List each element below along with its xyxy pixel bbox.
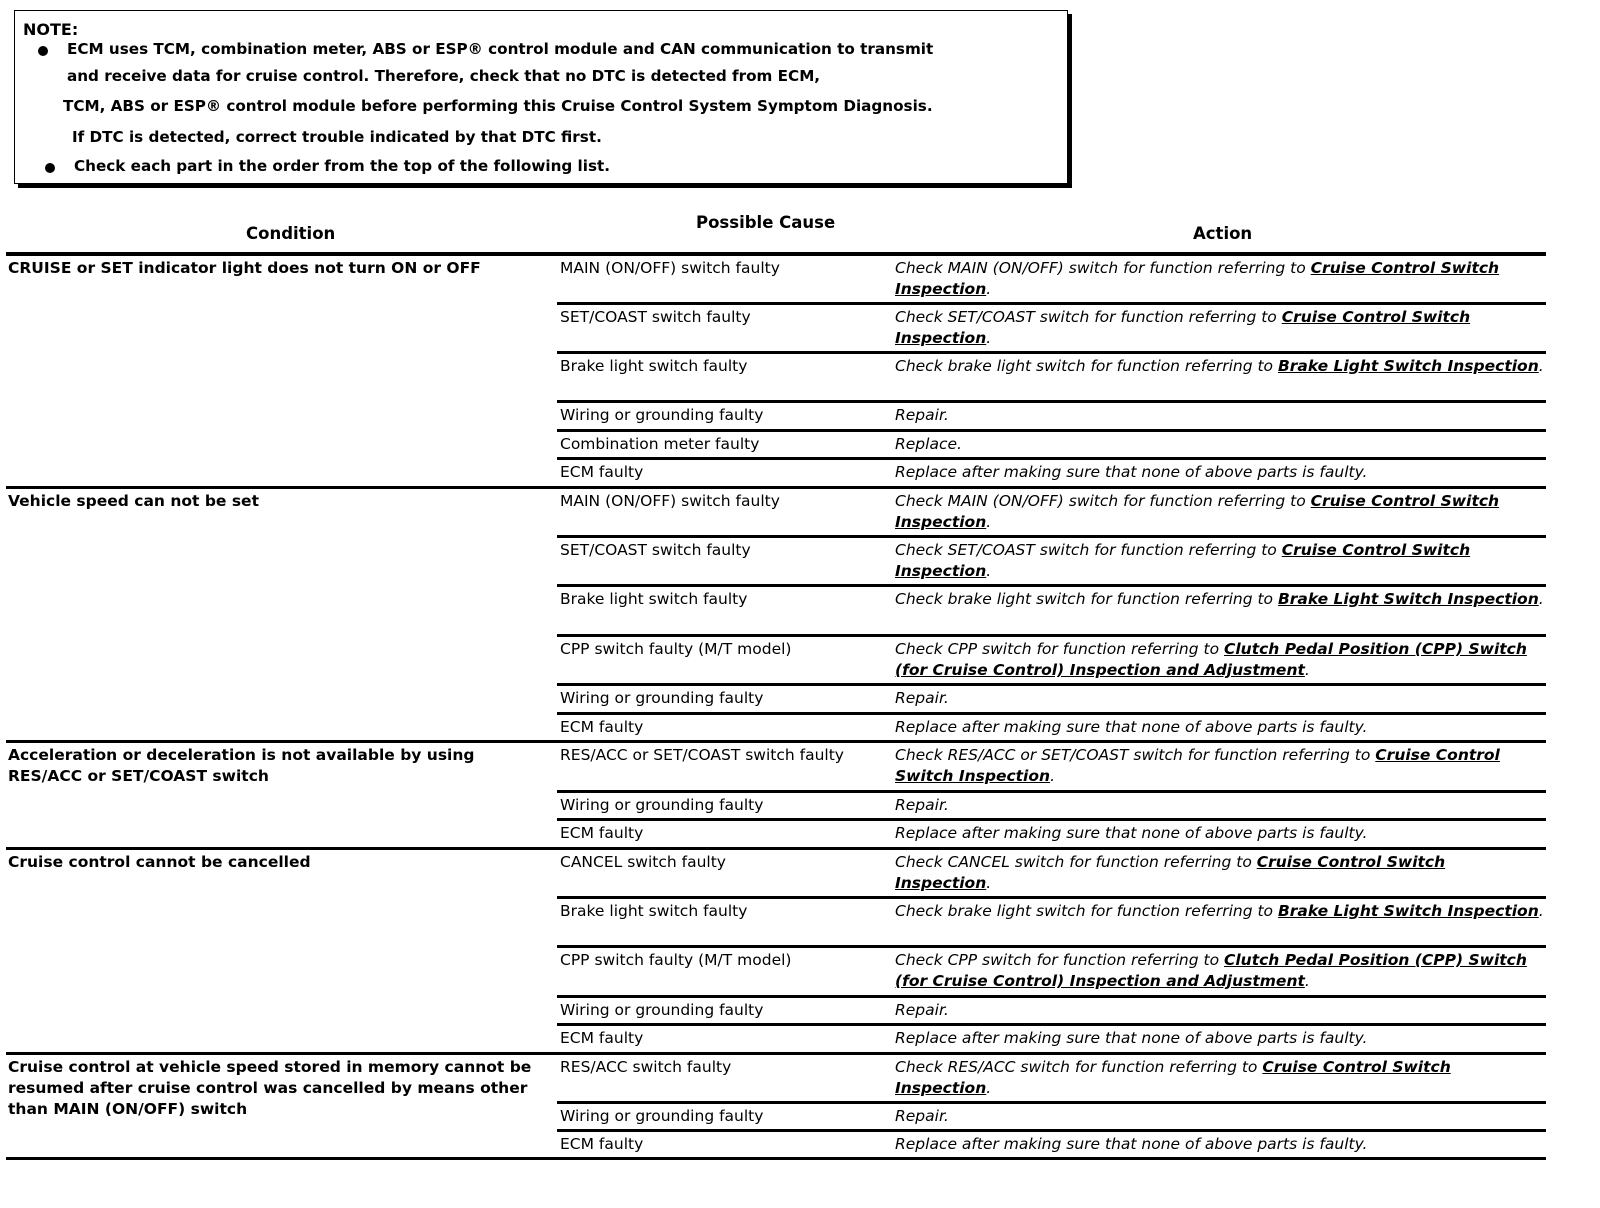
condition-cell: Cruise control cannot be cancelled: [8, 853, 311, 871]
note-box: [14, 10, 1068, 184]
table-row: [0, 432, 1600, 460]
table-row: [0, 686, 1600, 715]
table-row: [0, 587, 1600, 637]
cause-cell: Brake light switch faulty: [560, 590, 748, 608]
cause-cell: CPP switch faulty (M/T model): [560, 951, 792, 969]
table-row: [0, 354, 1600, 403]
action-cell: Replace after making sure that none of above parts is faulty.: [895, 718, 1368, 736]
note-line-4: If DTC is detected, correct trouble indicated by that DTC first.: [72, 128, 602, 146]
cause-cell: ECM faulty: [560, 1029, 644, 1047]
table-row: [0, 821, 1600, 850]
note-line-3: TCM, ABS or ESP® control module before performing this Cruise Control System Symptom Diagnosis.: [63, 97, 933, 115]
condition-cell: Vehicle speed can not be set: [8, 492, 259, 510]
table-row: [0, 850, 1600, 899]
note-line-1: ECM uses TCM, combination meter, ABS or ESP® control module and CAN communication to transmit: [67, 40, 934, 58]
action-text: .: [986, 1079, 992, 1097]
cause-cell: Combination meter faulty: [560, 435, 760, 453]
action-cell: Repair.: [895, 406, 949, 424]
table-row: [0, 538, 1600, 587]
cause-cell: Wiring or grounding faulty: [560, 796, 764, 814]
reference-link[interactable]: Cruise Control Switch Inspection: [895, 541, 1471, 580]
action-text: Check brake light switch for function referring to: [895, 590, 1278, 608]
action-cell: Replace after making sure that none of above parts is faulty.: [895, 463, 1368, 481]
table-row: [0, 305, 1600, 354]
action-text: .: [986, 562, 992, 580]
reference-link[interactable]: Cruise Control Switch Inspection: [895, 1058, 1451, 1097]
action-cell: Repair.: [895, 796, 949, 814]
cause-cell: ECM faulty: [560, 463, 644, 481]
reference-link[interactable]: Brake Light Switch Inspection: [1277, 357, 1539, 375]
cause-cell: ECM faulty: [560, 1135, 644, 1153]
bullet-icon: [38, 46, 48, 56]
action-cell: [895, 901, 1545, 946]
action-text: .: [1538, 590, 1544, 608]
cause-cell: SET/COAST switch faulty: [560, 541, 751, 559]
reference-link[interactable]: Brake Light Switch Inspection: [1277, 590, 1539, 608]
table-row: [0, 793, 1600, 821]
table-row: [0, 948, 1600, 998]
action-cell: [895, 491, 1545, 536]
action-text: .: [986, 329, 992, 347]
row-divider: [6, 1157, 1546, 1160]
action-text: .: [986, 874, 992, 892]
table-row: [0, 460, 1600, 489]
cause-cell: Wiring or grounding faulty: [560, 1001, 764, 1019]
cause-cell: Wiring or grounding faulty: [560, 689, 764, 707]
action-text: .: [1304, 661, 1310, 679]
action-text: Check MAIN (ON/OFF) switch for function referring to: [895, 492, 1311, 510]
reference-link[interactable]: Cruise Control Switch Inspection: [895, 853, 1446, 892]
cause-cell: Wiring or grounding faulty: [560, 406, 764, 424]
action-text: .: [986, 513, 992, 531]
cause-cell: Brake light switch faulty: [560, 902, 748, 920]
header-condition: Condition: [246, 224, 336, 243]
cause-cell: MAIN (ON/OFF) switch faulty: [560, 492, 780, 510]
action-cell: [895, 307, 1545, 352]
action-cell: [895, 852, 1545, 897]
cause-cell: MAIN (ON/OFF) switch faulty: [560, 259, 780, 277]
table-row: [0, 489, 1600, 538]
action-text: Check SET/COAST switch for function referring to: [895, 541, 1282, 559]
table-row: [0, 256, 1600, 305]
action-cell: [895, 745, 1545, 791]
header-action: Action: [1193, 224, 1253, 243]
table-row: [0, 715, 1600, 743]
action-cell: Replace after making sure that none of above parts is faulty.: [895, 1135, 1368, 1153]
reference-link[interactable]: Clutch Pedal Position (CPP) Switch (for Cruise Control) Inspection and Adjustment: [895, 951, 1527, 990]
reference-link[interactable]: Cruise Control Switch Inspection: [895, 308, 1471, 347]
reference-link[interactable]: Brake Light Switch Inspection: [1277, 902, 1539, 920]
cause-cell: SET/COAST switch faulty: [560, 308, 751, 326]
action-cell: Replace after making sure that none of above parts is faulty.: [895, 824, 1368, 842]
reference-link[interactable]: Cruise Control Switch Inspection: [895, 746, 1500, 785]
action-cell: [895, 258, 1545, 303]
condition-cell: Cruise control at vehicle speed stored in memory cannot be resumed after cruise control was cancelled by means other than MAIN (ON/OFF) switch: [8, 1058, 532, 1118]
action-text: .: [1050, 767, 1055, 785]
cause-cell: CPP switch faulty (M/T model): [560, 640, 792, 658]
action-text: .: [1304, 972, 1310, 990]
table-row: [0, 899, 1600, 948]
table-row: [0, 743, 1600, 793]
action-cell: [895, 639, 1545, 684]
note-line-5: Check each part in the order from the top of the following list.: [74, 157, 611, 175]
action-cell: [895, 589, 1545, 635]
cause-cell: ECM faulty: [560, 824, 644, 842]
action-cell: [895, 540, 1545, 585]
action-cell: Replace.: [895, 435, 962, 453]
action-cell: Repair.: [895, 1107, 949, 1125]
action-cell: [895, 356, 1545, 401]
condition-cell: CRUISE or SET indicator light does not turn ON or OFF: [8, 259, 481, 277]
action-cell: Repair.: [895, 1001, 949, 1019]
reference-link[interactable]: Clutch Pedal Position (CPP) Switch (for Cruise Control) Inspection and Adjustment: [895, 640, 1527, 679]
table-row: [0, 637, 1600, 686]
note-line-2: and receive data for cruise control. Therefore, check that no DTC is detected from ECM,: [67, 67, 821, 85]
cause-cell: Wiring or grounding faulty: [560, 1107, 764, 1125]
action-text: .: [1538, 902, 1544, 920]
table-row: [0, 403, 1600, 432]
action-text: Check RES/ACC switch for function referring to: [895, 1058, 1263, 1076]
action-cell: Replace after making sure that none of above parts is faulty.: [895, 1029, 1368, 1047]
reference-link[interactable]: Cruise Control Switch Inspection: [895, 492, 1500, 531]
action-text: Check CANCEL switch for function referring to: [895, 853, 1257, 871]
table-row: [0, 1132, 1600, 1160]
bullet-icon: [45, 163, 55, 173]
action-cell: [895, 1057, 1545, 1102]
cause-cell: RES/ACC or SET/COAST switch faulty: [560, 746, 844, 764]
condition-cell: Acceleration or deceleration is not available by using RES/ACC or SET/COAST switch: [8, 746, 475, 785]
action-text: Check SET/COAST switch for function referring to: [895, 308, 1282, 326]
action-text: Check CPP switch for function referring to: [895, 951, 1224, 969]
action-text: Check MAIN (ON/OFF) switch for function referring to: [895, 259, 1311, 277]
action-text: Check brake light switch for function referring to: [895, 357, 1278, 375]
header-possible-cause: Possible Cause: [696, 213, 836, 232]
action-cell: Repair.: [895, 689, 949, 707]
action-text: Check RES/ACC or SET/COAST switch for function referring to: [895, 746, 1376, 764]
action-cell: [895, 950, 1545, 996]
cause-cell: ECM faulty: [560, 718, 644, 736]
note-title: NOTE:: [23, 20, 79, 39]
table-row: [0, 998, 1600, 1026]
cause-cell: CANCEL switch faulty: [560, 853, 726, 871]
reference-link[interactable]: Cruise Control Switch Inspection: [895, 259, 1500, 298]
action-text: .: [1538, 357, 1544, 375]
table-row: [0, 1104, 1600, 1132]
action-text: .: [986, 280, 992, 298]
action-text: Check CPP switch for function referring to: [895, 640, 1224, 658]
cause-cell: RES/ACC switch faulty: [560, 1058, 732, 1076]
cause-cell: Brake light switch faulty: [560, 357, 748, 375]
action-text: Check brake light switch for function referring to: [895, 902, 1278, 920]
table-row: [0, 1026, 1600, 1055]
